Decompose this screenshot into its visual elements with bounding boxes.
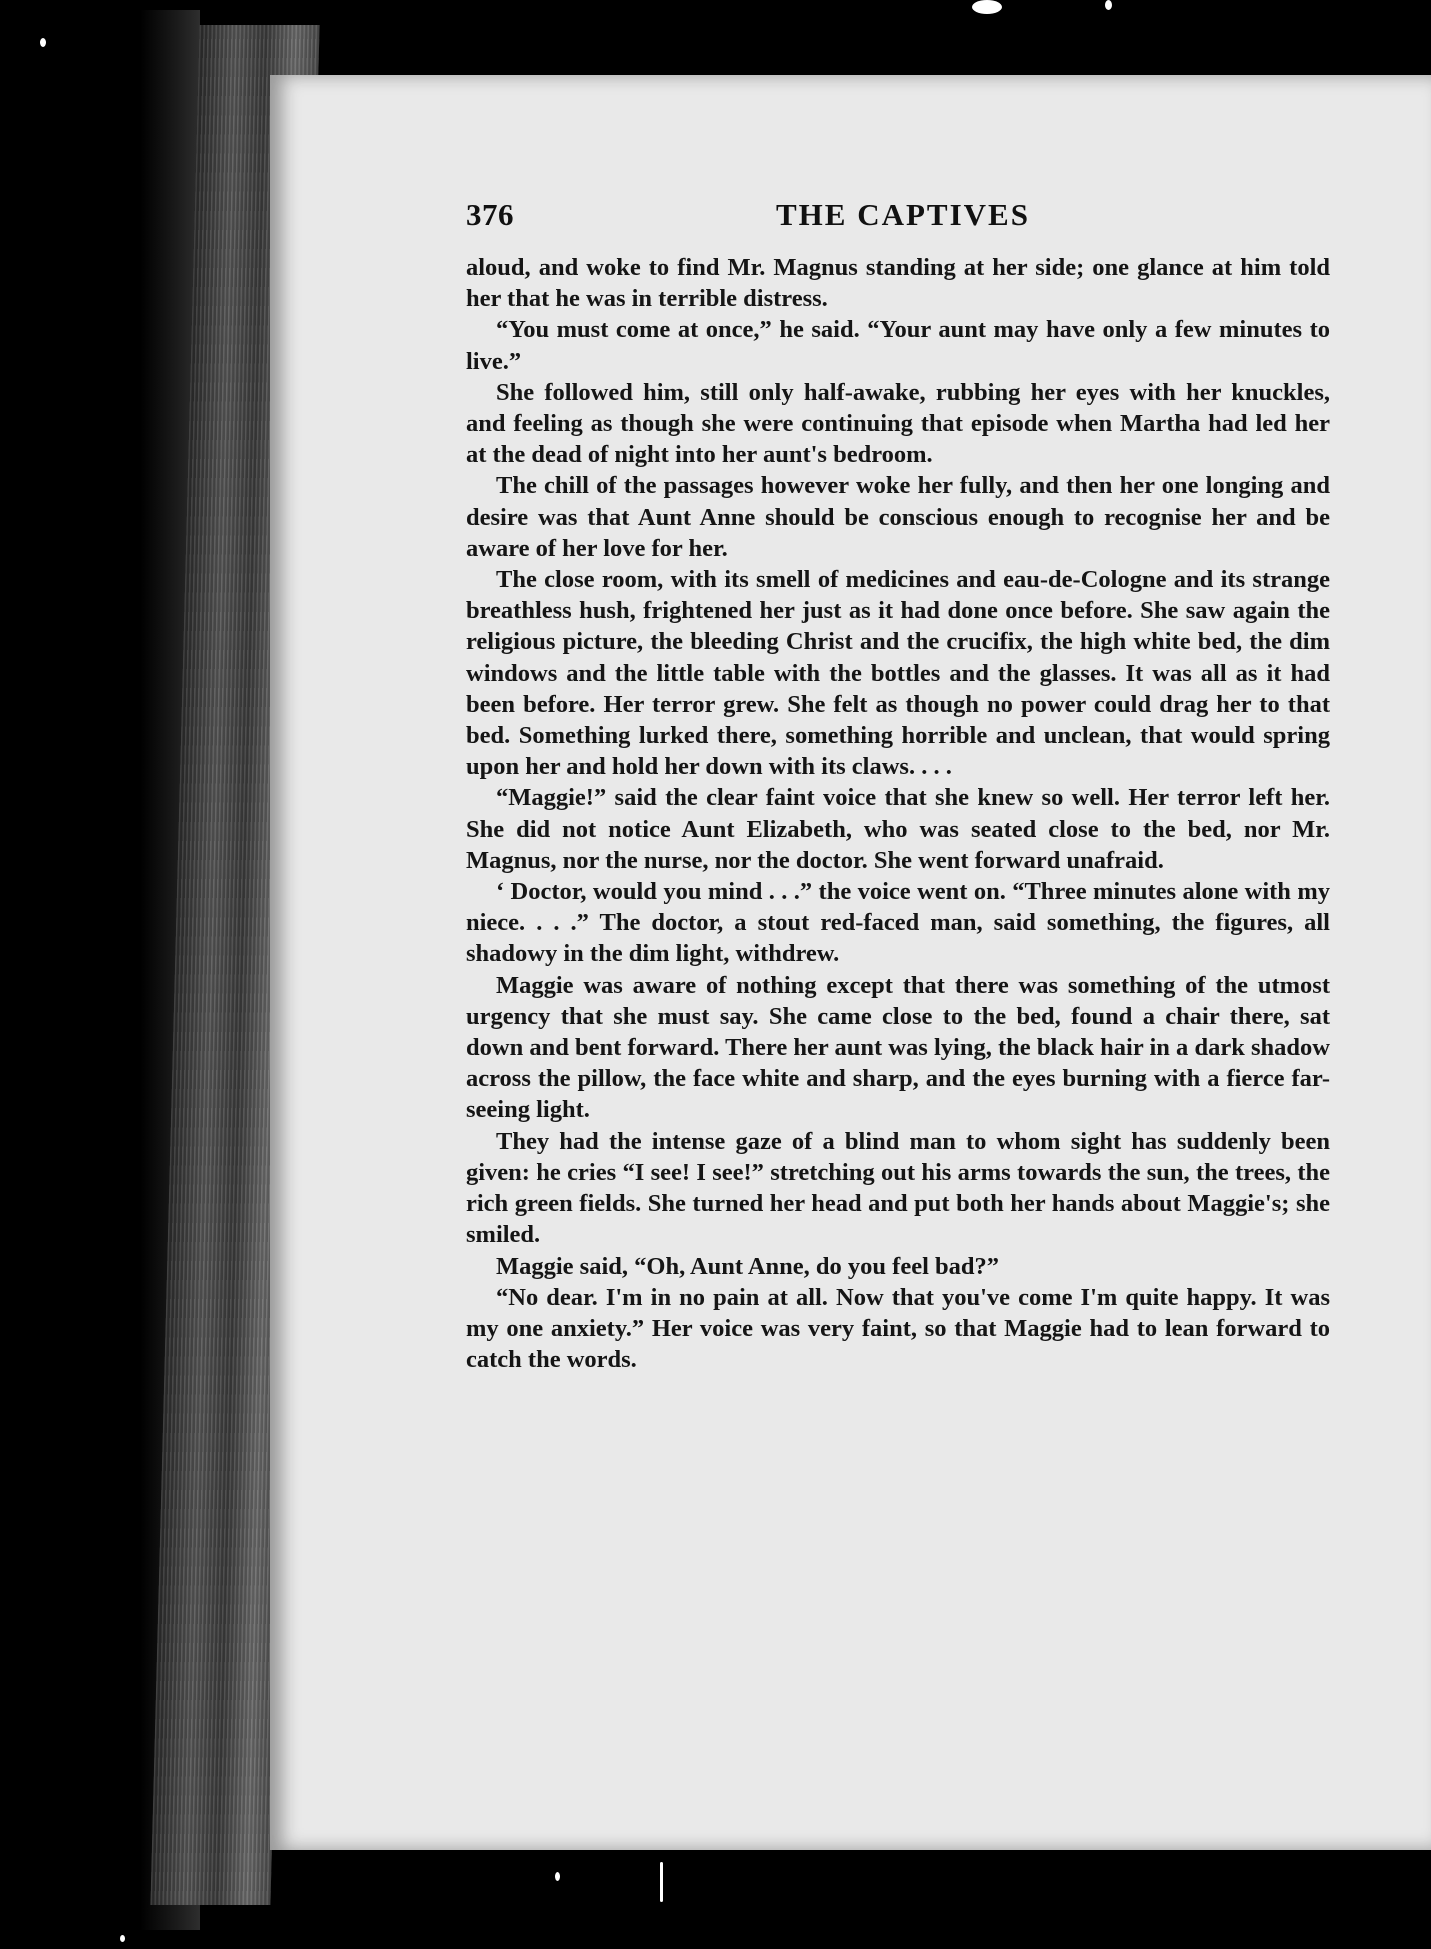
- dust-speck: [120, 1935, 125, 1942]
- dust-speck: [972, 0, 1002, 14]
- running-title: THE CAPTIVES: [776, 197, 1030, 232]
- paragraph: “No dear. I'm in no pain at all. Now that you've come I'm quite happy. It was my one anxiety.” Her voice was very faint, so that Maggie had to lean forward to catch the words.: [466, 1283, 1330, 1374]
- paragraph: “You must come at once,” he said. “Your aunt may have only a few minutes to live.”: [466, 316, 1330, 375]
- paragraph: Maggie said, “Oh, Aunt Anne, do you feel bad?”: [496, 1252, 1000, 1280]
- dust-speck: [1105, 0, 1112, 10]
- dust-speck: [660, 1862, 663, 1902]
- paragraph: aloud, and woke to find Mr. Magnus standing at her side; one glance at him told her that he was in terrible distress.: [466, 254, 1330, 313]
- paragraph: The close room, with its smell of medicines and eau-de-Cologne and its strange breathless hush, frightened her just as it had done once before. She saw again the religious picture, the bleeding Christ and the crucifix, the high white bed, the dim windows and the little table with the bottles and the glasses. It was all as it had been before. Her terror grew. She felt as though no power could drag her to that bed. Something lurked there, something horrible and unclean, that would spring upon her and hold her down with its claws. . . .: [466, 566, 1330, 781]
- paragraph: ‘ Doctor, would you mind . . .” the voice went on. “Three minutes alone with my niece. . . .” The doctor, a stout red-faced man, said something, the figures, all shadowy in the dim light, withdrew.: [466, 878, 1330, 968]
- dust-speck: [40, 38, 46, 47]
- body-text: [466, 252, 1330, 1375]
- paragraph: They had the intense gaze of a blind man to whom sight has suddenly been given: he cries “I see! I see!” stretching out his arms towards the sun, the trees, the rich green fields. She turned her head and put both her hands about Maggie's; she smiled.: [466, 1127, 1330, 1249]
- paragraph: The chill of the passages however woke her fully, and then her one longing and desire was that Aunt Anne should be conscious enough to recognise her and be aware of her love for her.: [466, 472, 1330, 562]
- paragraph: She followed him, still only half-awake, rubbing her eyes with her knuckles, and feeling as though she were continuing that episode when Martha had led her at the dead of night into her aunt's bedroom.: [466, 378, 1330, 469]
- paragraph: “Maggie!” said the clear faint voice that she knew so well. Her terror left her. She did not notice Aunt Elizabeth, who was seated close to the bed, nor Mr. Magnus, nor the nurse, nor the doctor. She went forward unafraid.: [466, 784, 1330, 874]
- paragraph: Maggie was aware of nothing except that there was something of the utmost urgency that she must say. She came close to the bed, found a chair there, sat down and bent forward. There her aunt was lying, the black hair in a dark shadow across the pillow, the face white and sharp, and the eyes burning with a fierce far-seeing light.: [466, 971, 1330, 1124]
- page-number: 376: [466, 197, 514, 232]
- page-header: [466, 197, 1326, 237]
- dust-speck: [555, 1872, 560, 1881]
